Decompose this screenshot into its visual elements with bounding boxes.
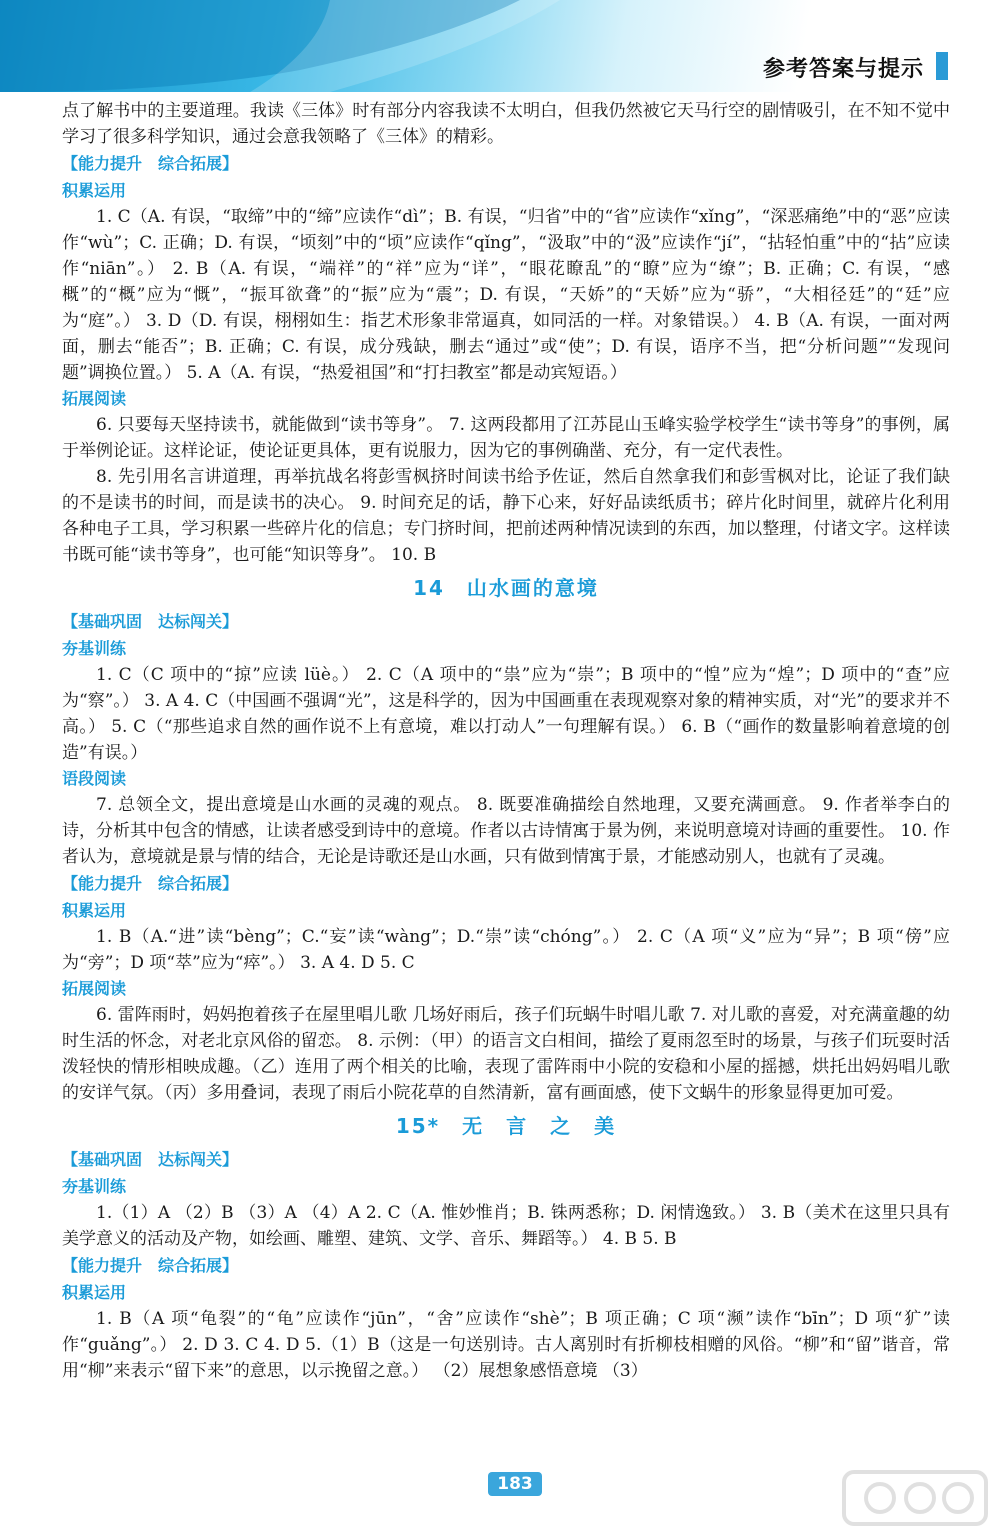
paragraph: 1. B（A.“进”读“bèng”；C.“妄”读“wàng”；D.“崇”读“chóng”。） 2. C（A 项“义”应为“异”；B 项“傍”应为“旁”；D 项“萃”应为“瘁”。） 3. A 4. D 5. C [62,927,950,973]
paragraph: 6. 雷阵雨时，妈妈抱着孩子在屋里唱儿歌 几场好雨后，孩子们玩蜗牛时唱儿歌 7. 对儿歌的喜爱，对充满童趣的幼时生活的怀念，对老北京风俗的留恋。 8. 示例：（甲）的语言文白相间，描绘了夏雨忽至时的场景，与孩子们玩耍时活泼轻快的情形相映成趣。（乙）连用了两个相关的比喻，表现了雷阵雨中小院的安稳和小屋的摇撼，烘托出妈妈唱儿歌的安详气氛。（丙）多用叠词，表现了雨后小院花草的自然清新，富有画面感，使下文蜗牛的形象显得更加可爱。 [62,1005,950,1103]
header-accent-bar [936,52,948,80]
subsection-heading: 语段阅读 [62,769,127,788]
subsection-heading: 积累运用 [62,901,127,920]
paragraph: 6. 只要每天坚持读书，就能做到“读书等身”。 7. 这两段都用了江苏昆山玉峰实验学校学生“读书等身”的事例，属于举例论证。这样论证，使论证更具体，更有说服力，因为它的事例确凿、充分，有一定代表性。 [62,415,950,461]
paragraph: 1.（1）A （2）B （3）A （4）A 2. C（A. 惟妙惟肖；B. 铢两悉称；D. 闲情逸致。） 3. B（美术在这里只具有美学意义的活动及产物，如绘画、雕塑、建筑、文学、音乐、舞蹈等。） 4. B 5. B [62,1203,950,1249]
paragraph: 点了解书中的主要道理。我读《三体》时有部分内容我读不太明白，但我仍然被它天马行空的剧情吸引，在不知不觉中学习了很多科学知识，通过会意我领略了《三体》的精彩。 [62,101,950,147]
paragraph: 7. 总领全文，提出意境是山水画的灵魂的观点。 8. 既要准确描绘自然地理，又要充满画意。 9. 作者举李白的诗，分析其中包含的情感，让读者感受到诗中的意境。作者以古诗情寓于景为例，来说明意境对诗画的重要性。 10. 作者认为，意境就是景与情的结合，无论是诗歌还是山水画，只有做到情寓于景，才能感动别人，也就有了灵魂。 [62,795,950,867]
header-title: 参考答案与提示 [762,57,924,82]
answer-content [62,98,950,1384]
section-heading: 【能力提升 综合拓展】 [62,1256,239,1275]
lesson-title: 14 山水画的意境 [413,576,599,600]
subsection-heading: 夯基训练 [62,639,127,658]
page-number: 183 [488,1472,542,1496]
subsection-heading: 积累运用 [62,181,127,200]
section-heading: 【能力提升 综合拓展】 [62,874,239,893]
header-band [0,0,1000,92]
paragraph: 1. C（A. 有误，“取缔”中的“缔”应读作“dì”；B. 有误，“归省”中的“省”应读作“xǐng”，“深恶痛绝”中的“恶”应读作“wù”；C. 正确；D. 有误，“顷刻”中的“顷”应读作“qǐng”，“汲取”中的“汲”应读作“jí”，“拈轻怕重”中的“拈”应读作“niān”。） 2. B（A. 有误，“端祥”的“祥”应为“详”，“眼花瞭乱”的“瞭”应为“缭”；B. 正确；C. 有误，“感概”的“概”应为“慨”，“振耳欲聋”的“振”应为“震”；D. 有误，“天娇”的“天娇”应为“骄”，“大相径廷”的“廷”应为“庭”。） 3. D（D. 有误，栩栩如生：指艺术形象非常逼真，如同活的一样。对象错误。） 4. B（A. 有误，一面对两面，删去“能否”；B. 正确；C. 有误，成分残缺，删去“通过”或“使”；D. 有误，语序不当，把“分析问题”“发现问题”调换位置。） 5. A（A. 有误，“热爱祖国”和“打扫教室”都是动宾短语。） [62,207,950,383]
subsection-heading: 拓展阅读 [62,389,127,408]
subsection-heading: 积累运用 [62,1283,127,1302]
subsection-heading: 夯基训练 [62,1177,127,1196]
lesson-title: 15* 无 言 之 美 [395,1114,617,1138]
paragraph: 1. B（A 项“龟裂”的“龟”应读作“jūn”，“舍”应读作“shè”；B 项正确；C 项“濒”读作“bīn”；D 项“犷”读作“guǎng”。） 2. D 3. C 4. D 5.（1）B（这是一句送别诗。古人离别时有折柳枝相赠的风俗。“柳”和“留”谐音，常用“柳”来表示“留下来”的意思，以示挽留之意。） （2）展想象感悟意境 （3） [62,1309,950,1381]
section-heading: 【基础巩固 达标闯关】 [62,612,239,631]
section-heading: 【基础巩固 达标闯关】 [62,1150,239,1169]
watermark-logo [840,1468,990,1528]
paragraph: 1. C（C 项中的“掠”应读 lüè。） 2. C（A 项中的“祟”应为“崇”；B 项中的“惶”应为“煌”；D 项中的“查”应为“察”。） 3. A 4. C（中国画不强调“光”，这是科学的，因为中国画重在表现观察对象的精神实质，对“光”的要求并不高。） 5. C（“那些追求自然的画作说不上有意境，难以打动人”一句理解有误。） 6. B（“画作的数量影响着意境的创造”有误。） [62,665,950,763]
paragraph: 8. 先引用名言讲道理，再举抗战名将彭雪枫挤时间读书给予佐证，然后自然拿我们和彭雪枫对比，论证了我们缺的不是读书的时间，而是读书的决心。 9. 时间充足的话，静下心来，好好品读纸质书；碎片化时间里，就碎片化利用各种电子工具，学习积累一些碎片化的信息；专门挤时间，把前述两种情况读到的东西，加以整理，付诸文字。这样读书既可能“读书等身”，也可能“知识等身”。 10. B [62,467,950,565]
section-heading: 【能力提升 综合拓展】 [62,154,239,173]
subsection-heading: 拓展阅读 [62,979,127,998]
